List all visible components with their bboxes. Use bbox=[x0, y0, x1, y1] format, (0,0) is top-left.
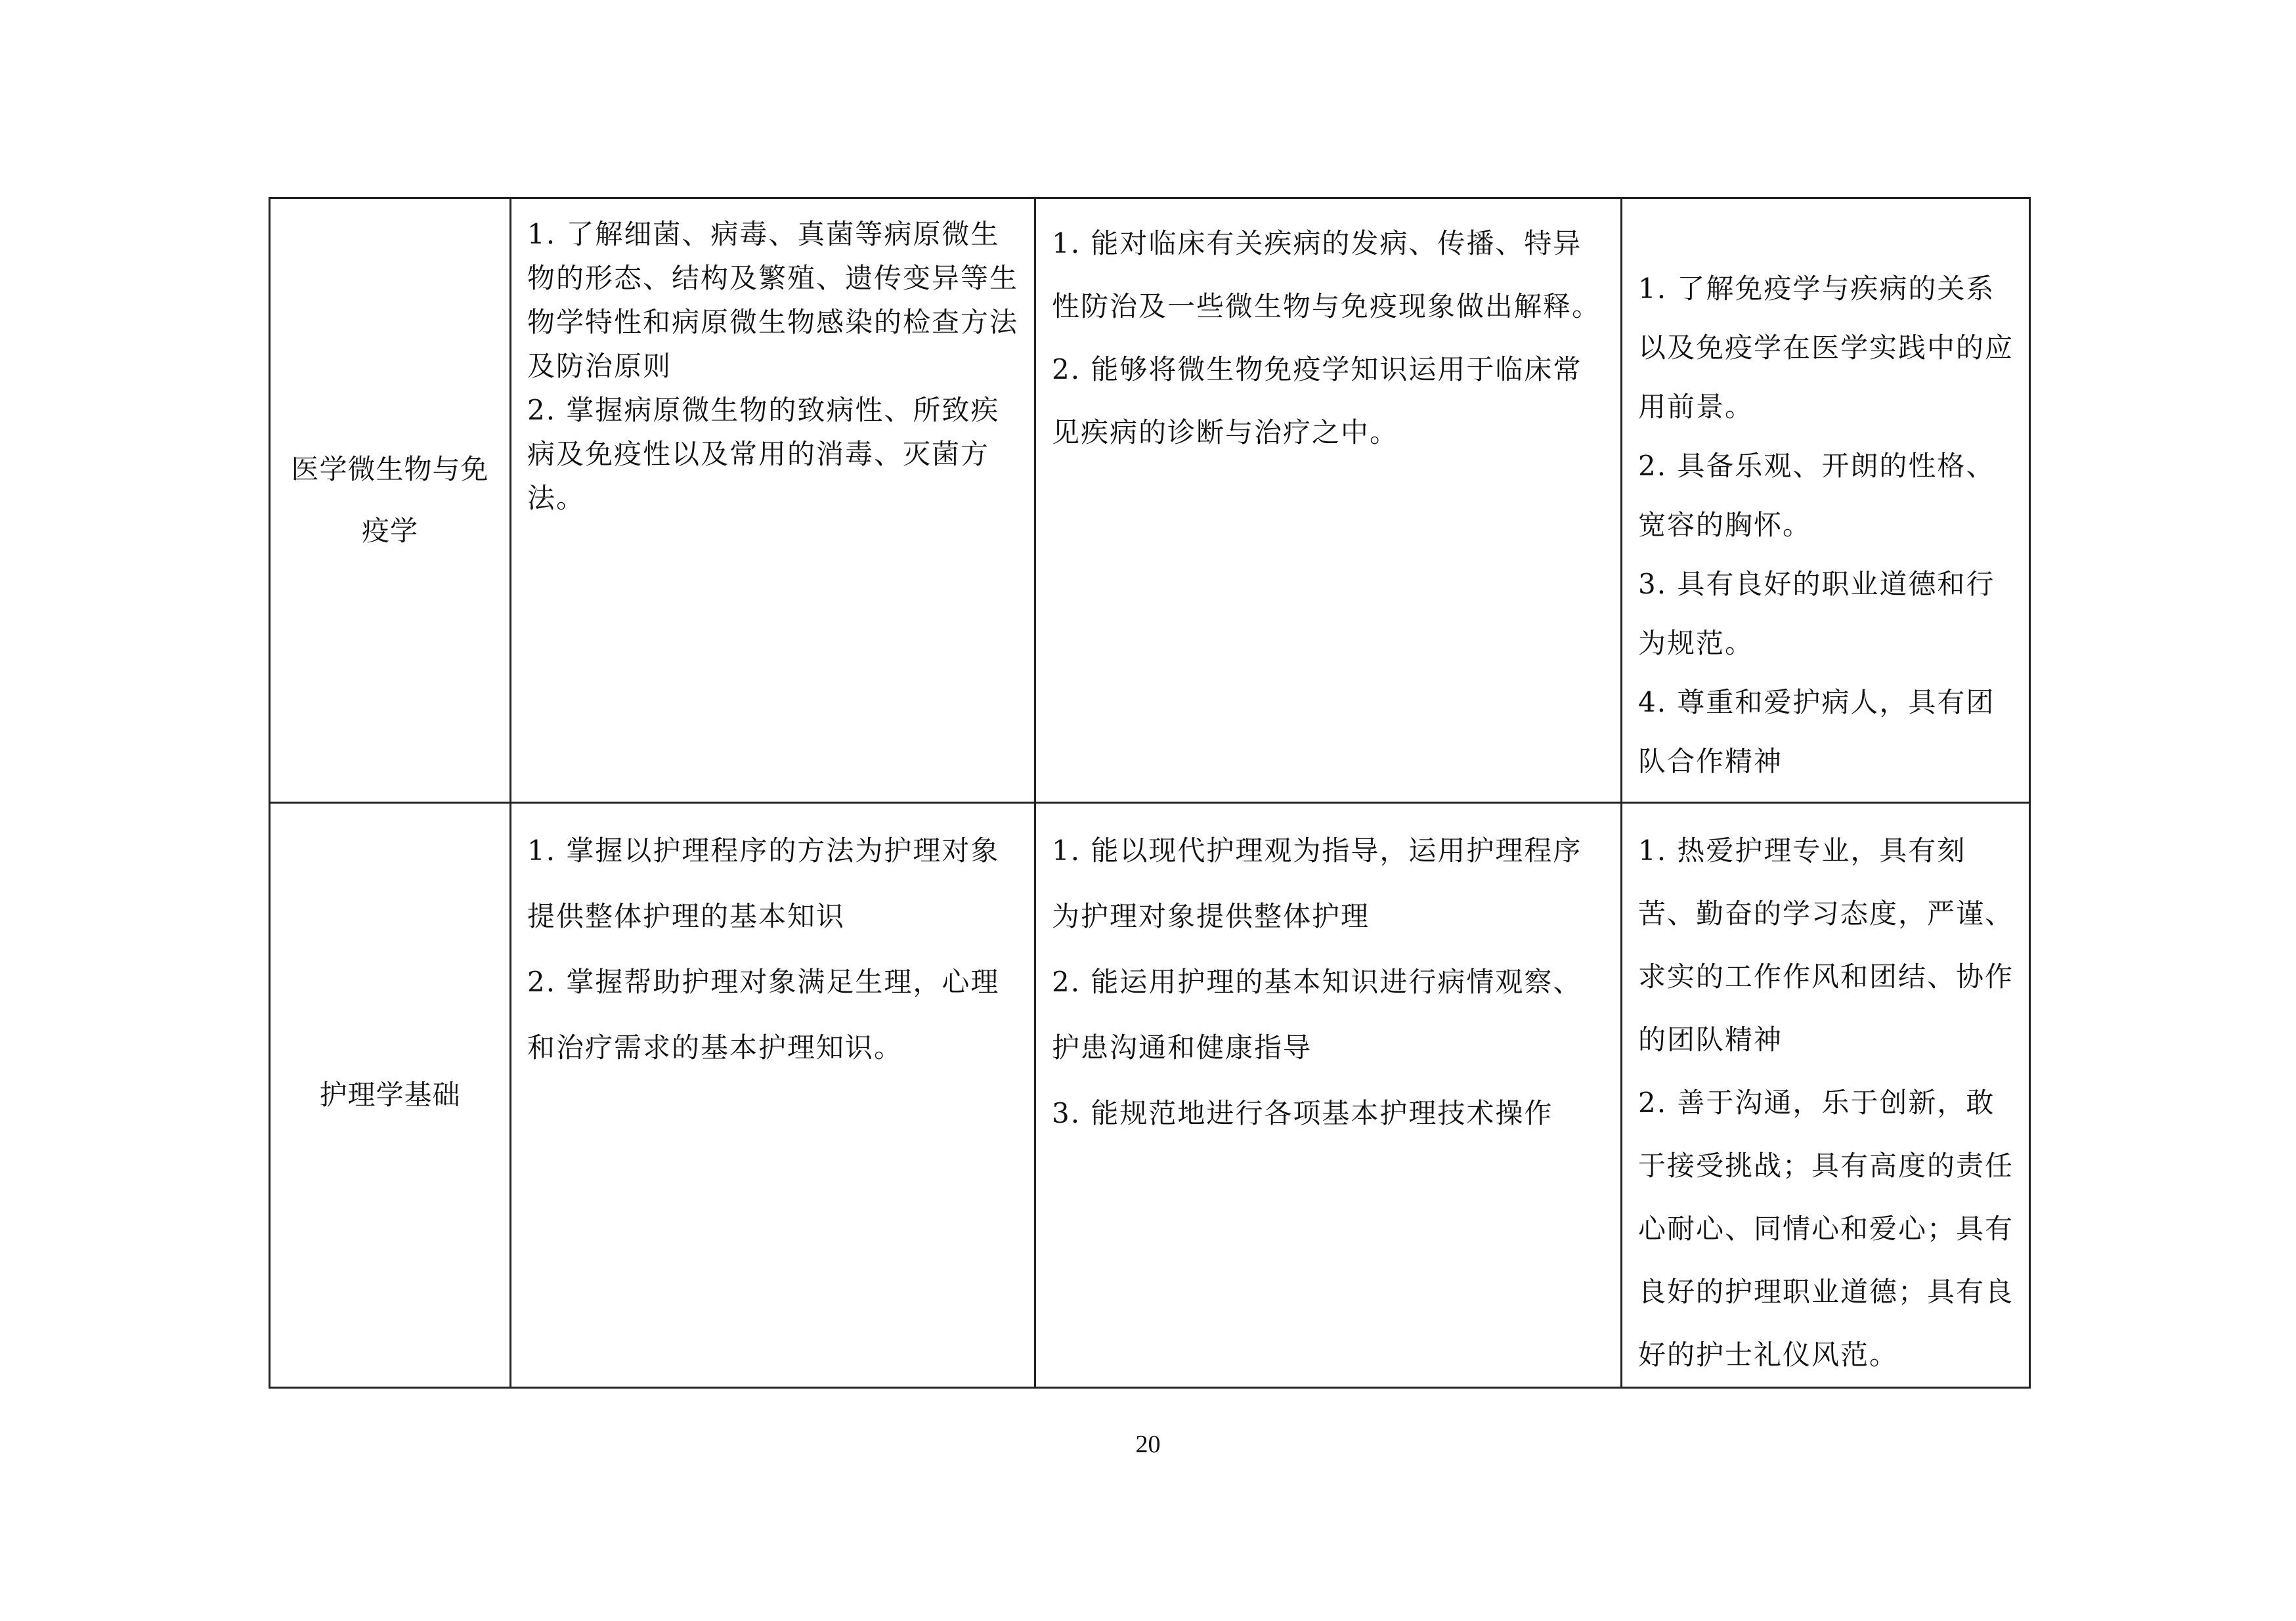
ability-goal-item: 1. 能以现代护理观为指导，运用护理程序为护理对象提供整体护理 bbox=[1052, 834, 1582, 932]
ability-goals-cell bbox=[1035, 803, 1622, 1388]
course-name: 医学微生物与免疫学 bbox=[291, 453, 489, 547]
knowledge-goal-item: 2. 掌握帮助护理对象满足生理，心理和治疗需求的基本护理知识。 bbox=[527, 966, 1000, 1064]
course-name-cell bbox=[270, 803, 511, 1388]
quality-goal-item: 3. 具有良好的职业道德和行为规范。 bbox=[1638, 568, 1995, 659]
ability-goal-item: 1. 能对临床有关疾病的发病、传播、特异性防治及一些微生物与免疫现象做出解释。 bbox=[1052, 227, 1601, 322]
quality-goals-cell bbox=[1622, 198, 2030, 803]
quality-goal-item: 4. 尊重和爱护病人，具有团队合作精神 bbox=[1638, 686, 1995, 777]
course-name: 护理学基础 bbox=[319, 1079, 461, 1111]
page-number: 20 bbox=[1135, 1431, 1161, 1458]
knowledge-goal-item: 2. 掌握病原微生物的致病性、所致疾病及免疫性以及常用的消毒、灭菌方法。 bbox=[527, 394, 1000, 514]
quality-goal-item: 2. 善于沟通，乐于创新，敢于接受挑战；具有高度的责任心耐心、同情心和爱心；具有良好的护理职业道德；具有良好的护士礼仪风范。 bbox=[1638, 1087, 2014, 1371]
course-table bbox=[269, 197, 2031, 1389]
quality-goal-item: 1. 了解免疫学与疾病的关系以及免疫学在医学实践中的应用前景。 bbox=[1638, 272, 2014, 423]
ability-goal-item: 2. 能运用护理的基本知识进行病情观察、护患沟通和健康指导 bbox=[1052, 966, 1582, 1064]
table-row bbox=[270, 198, 2030, 803]
quality-goal-item: 2. 具备乐观、开朗的性格、宽容的胸怀。 bbox=[1638, 450, 1995, 541]
ability-goal-item: 3. 能规范地进行各项基本护理技术操作 bbox=[1052, 1097, 1553, 1129]
knowledge-goals-cell bbox=[511, 803, 1035, 1388]
ability-goals-cell bbox=[1035, 198, 1622, 803]
knowledge-goal-item: 1. 了解细菌、病毒、真菌等病原微生物的形态、结构及繁殖、遗传变异等生物学特性和病原微生物感染的检查方法及防治原则 bbox=[527, 218, 1019, 382]
ability-goal-item: 2. 能够将微生物免疫学知识运用于临床常见疾病的诊断与治疗之中。 bbox=[1052, 353, 1582, 448]
table-row bbox=[270, 803, 2030, 1388]
quality-goals-cell bbox=[1622, 803, 2030, 1388]
course-name-cell bbox=[270, 198, 511, 803]
knowledge-goals-cell bbox=[511, 198, 1035, 803]
knowledge-goal-item: 1. 掌握以护理程序的方法为护理对象提供整体护理的基本知识 bbox=[527, 834, 1000, 932]
quality-goal-item: 1. 热爱护理专业，具有刻苦、勤奋的学习态度，严谨、求实的工作作风和团结、协作的团队精神 bbox=[1638, 834, 2014, 1056]
